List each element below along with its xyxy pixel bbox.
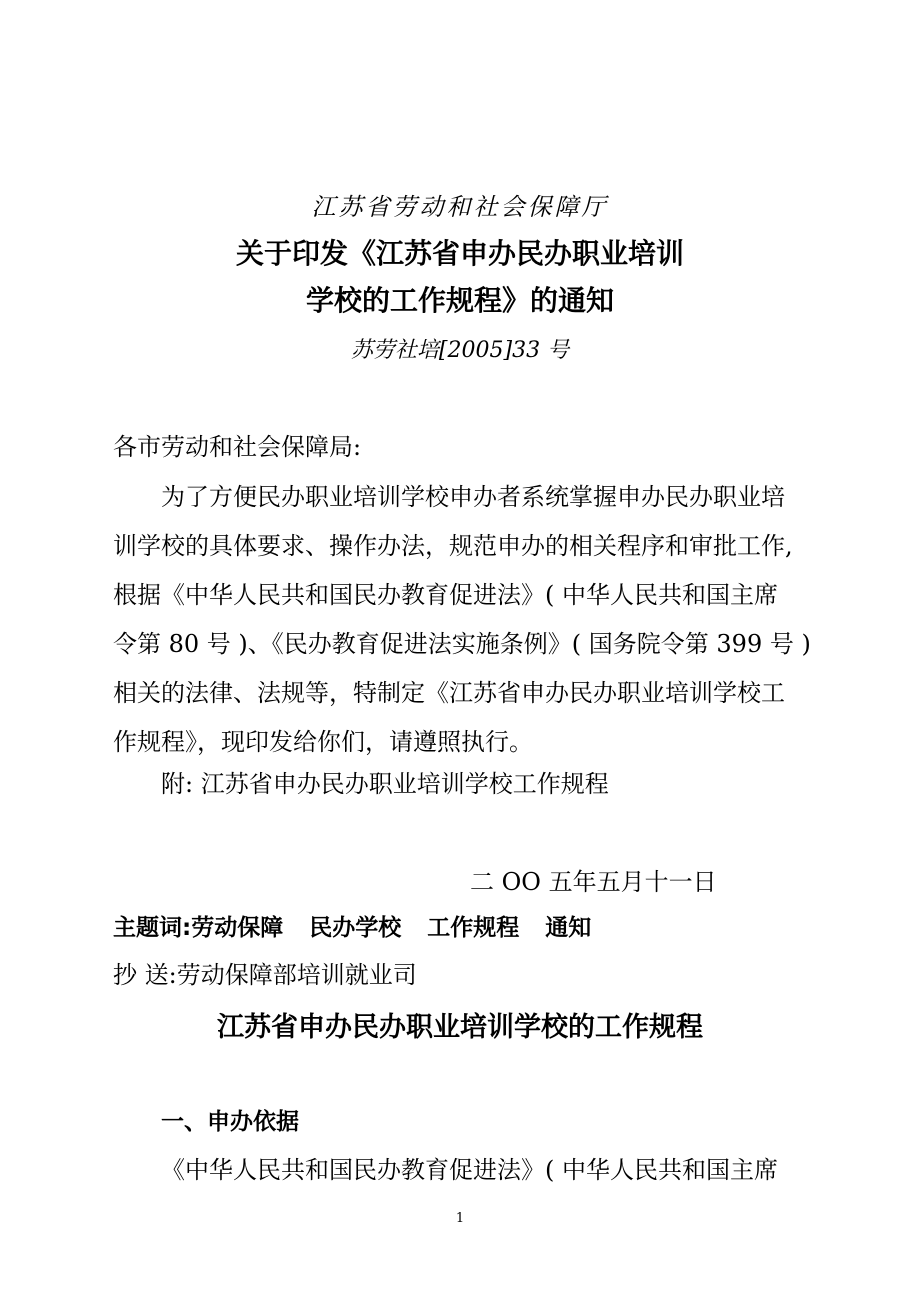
keywords-label: 主题词:: [113, 915, 192, 941]
paragraph-line: 训学校的具体要求、操作办法，规范申办的相关程序和审批工作,: [113, 532, 793, 560]
keyword: 通知: [545, 915, 592, 941]
keyword: 民办学校: [309, 915, 402, 941]
notice-title-line1: 关于印发《江苏省申办民办职业培训: [235, 237, 684, 270]
keywords-line: [113, 911, 617, 945]
section-heading: 一、申办依据: [161, 1109, 299, 1135]
page-number: 1: [455, 1211, 465, 1226]
paragraph-line: 为了方便民办职业培训学校申办者系统掌握申办民办职业培: [161, 483, 785, 511]
notice-paragraph: [113, 480, 813, 774]
keyword: 工作规程: [427, 915, 520, 941]
issuer-name: 江苏省劳动和社会保障厅: [311, 193, 609, 221]
notice-title-line2: 学校的工作规程》的通知: [305, 284, 614, 317]
section-text: 《中华人民共和国民办教育促进法》( 中华人民共和国主席: [161, 1156, 778, 1184]
paragraph-line: 作规程》，现印发给你们，请遵照执行。: [113, 728, 533, 756]
cc-label: 抄 送:: [113, 961, 177, 989]
keyword: 劳动保障: [191, 915, 284, 941]
cc-value: 劳动保障部培训就业司: [176, 961, 417, 989]
issue-date: 二 OO 五年五月十一日: [470, 868, 717, 896]
paragraph-line: 令第 80 号 )、《民办教育促进法实施条例》( 国务院令第 399 号 ): [113, 630, 811, 658]
paragraph-line: 根据《中华人民共和国民办教育促进法》( 中华人民共和国主席: [113, 581, 778, 609]
paragraph-line: 相关的法律、法规等，特制定《江苏省申办民办职业培训学校工: [113, 679, 785, 707]
attachment-line: 附: 江苏省申办民办职业培训学校工作规程: [161, 770, 609, 798]
regulation-title: 江苏省申办民办职业培训学校的工作规程: [217, 1012, 703, 1043]
cc-line: [113, 958, 417, 992]
salutation: 各市劳动和社会保障局:: [113, 433, 362, 461]
document-number: 苏劳社培[2005]33 号: [350, 338, 570, 363]
